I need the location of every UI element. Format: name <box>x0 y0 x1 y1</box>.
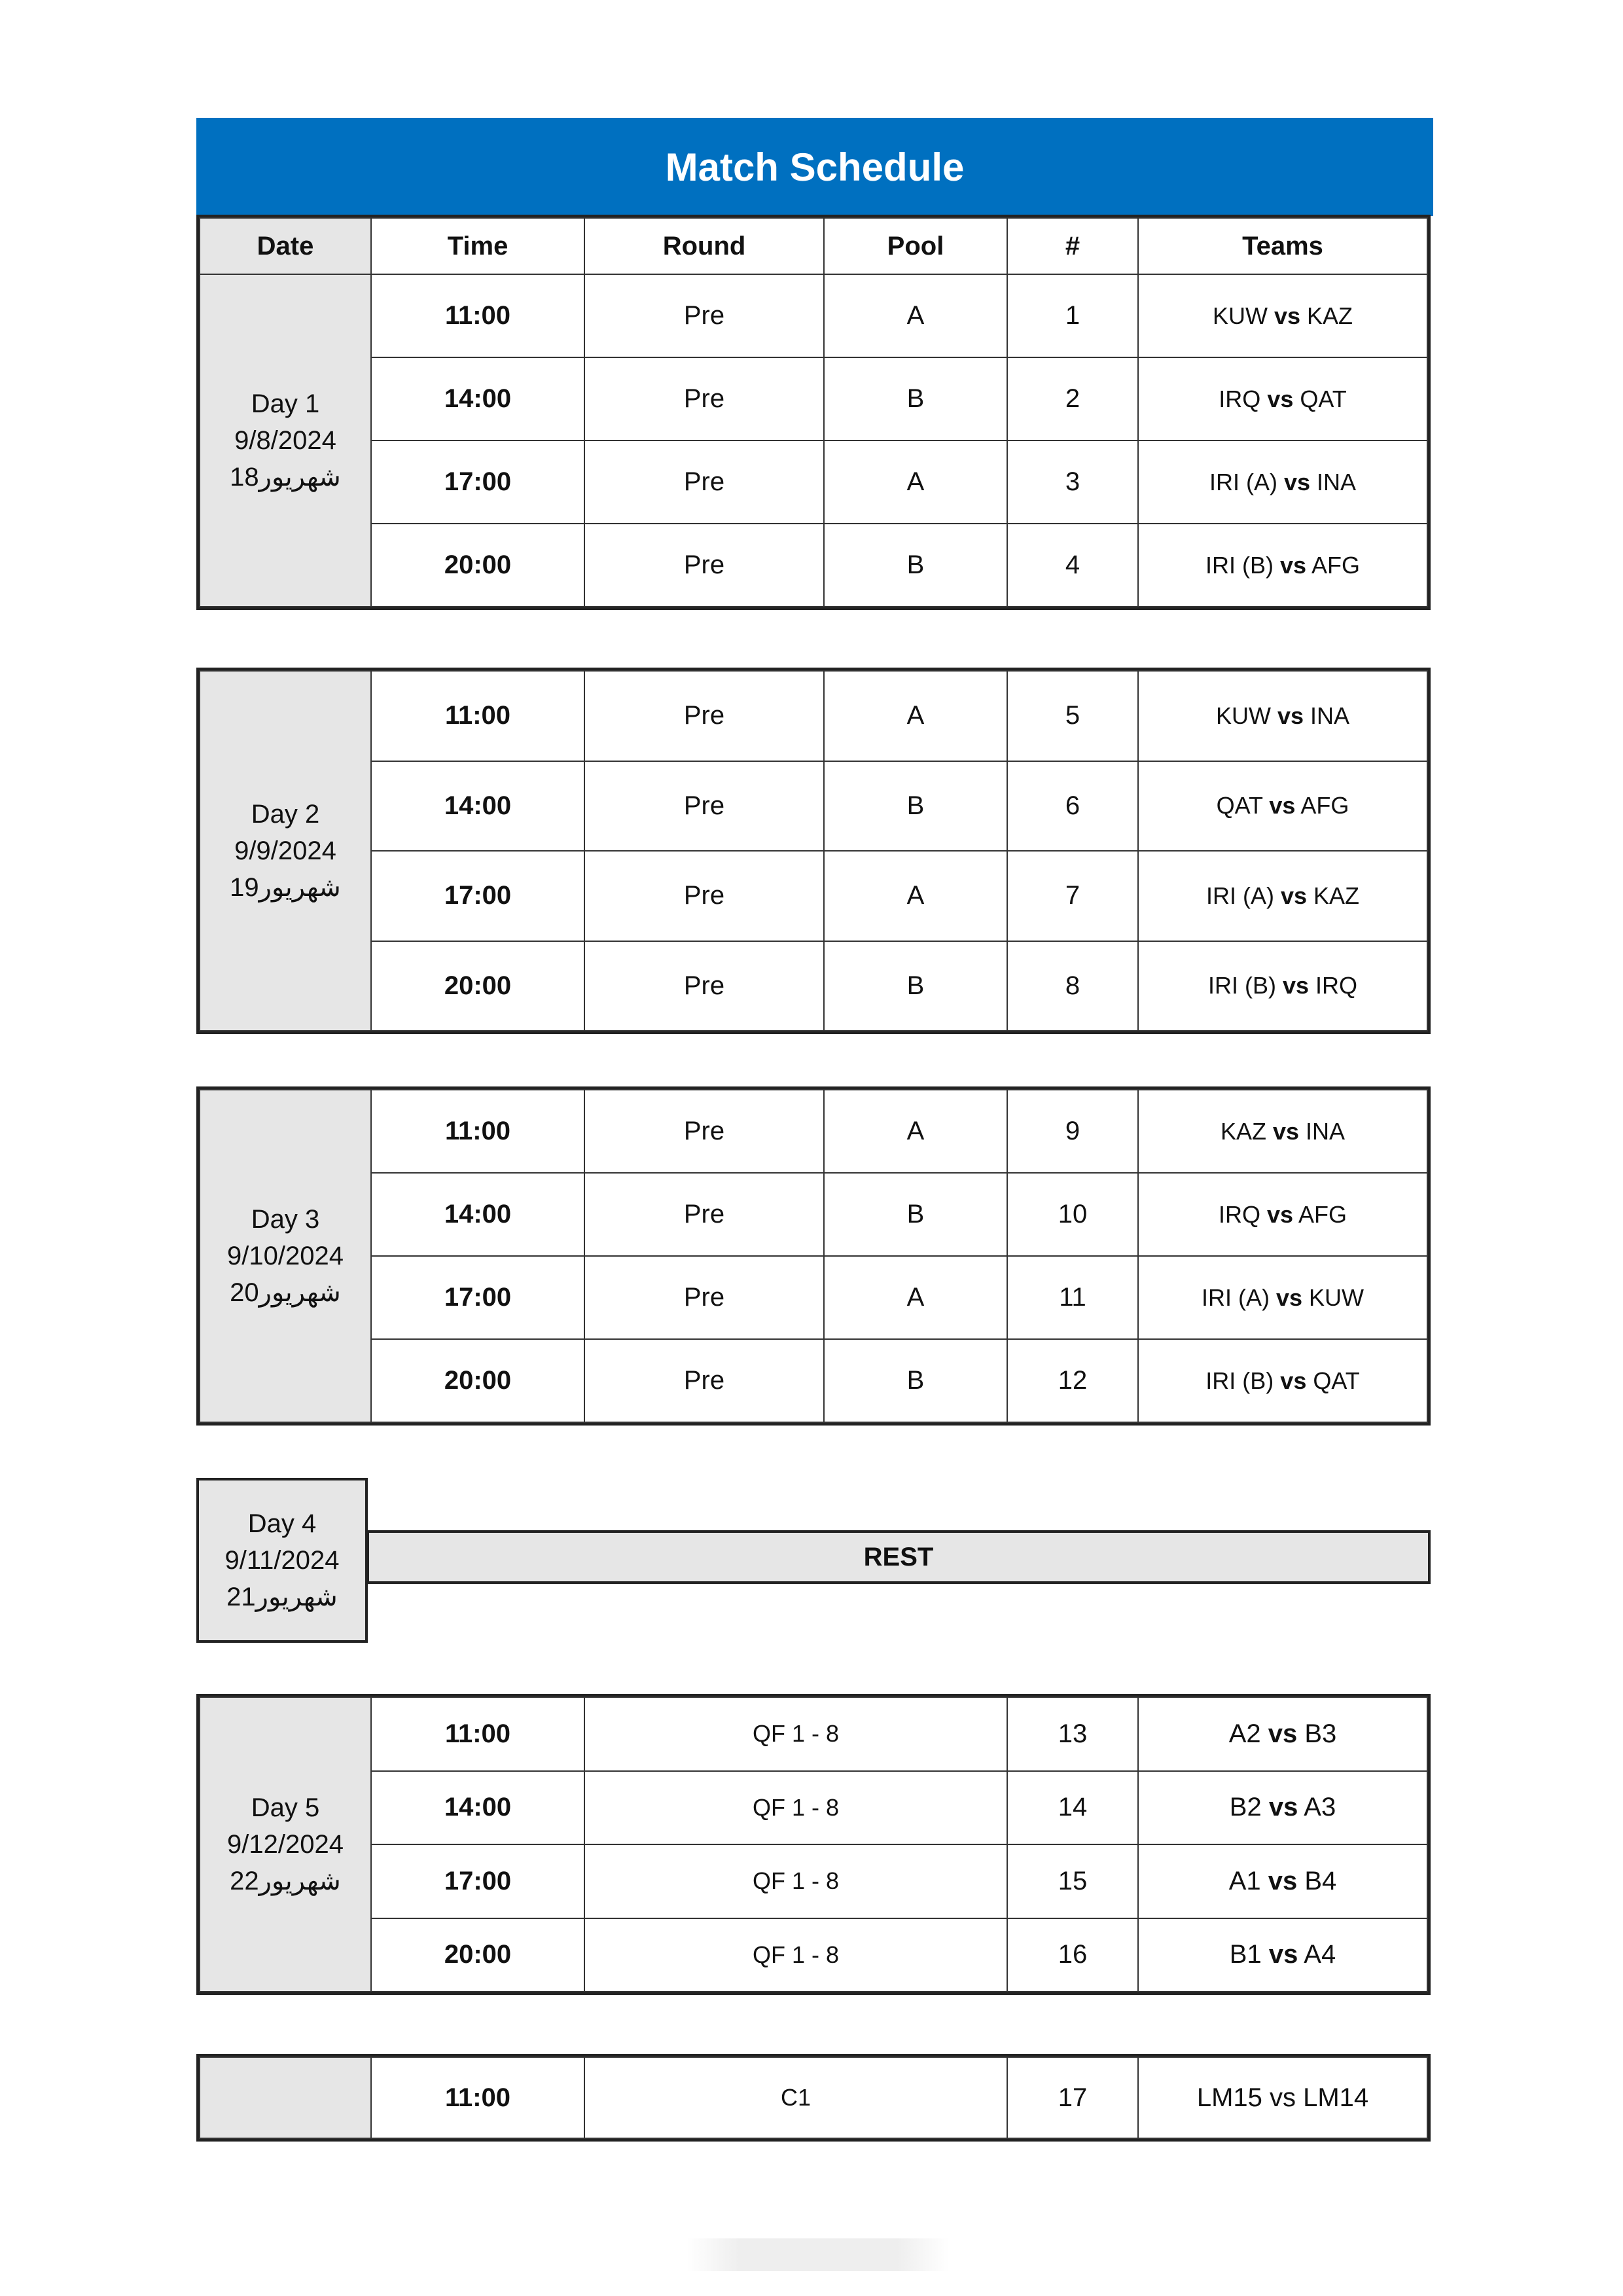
match-round: Pre <box>584 941 824 1031</box>
match-time: 17:00 <box>371 851 584 941</box>
day2-table <box>196 668 1431 1034</box>
match-time: 14:00 <box>371 1173 584 1256</box>
match-time: 17:00 <box>371 1256 584 1339</box>
day-label: Day 2 <box>251 800 320 829</box>
match-teams: B1 vs A4 <box>1138 1918 1427 1992</box>
match-pool: B <box>824 357 1007 440</box>
match-number: 3 <box>1007 440 1138 524</box>
day-date: 9/10/2024 <box>227 1242 344 1270</box>
match-round: Pre <box>584 524 824 607</box>
header-pool: Pool <box>824 218 1007 274</box>
day1-table <box>196 215 1431 610</box>
match-round: QF 1 - 8 <box>584 1918 1007 1992</box>
match-pool: B <box>824 761 1007 852</box>
match-pool: A <box>824 1090 1007 1173</box>
match-round: C1 <box>584 2057 1007 2138</box>
match-number: 5 <box>1007 671 1138 761</box>
match-teams: B2 vs A3 <box>1138 1771 1427 1845</box>
header-round: Round <box>584 218 824 274</box>
date-cell-day4 <box>196 1478 368 1643</box>
match-round: Pre <box>584 1090 824 1173</box>
match-round: Pre <box>584 1173 824 1256</box>
footer-watermark <box>687 2238 949 2271</box>
date-cell-day1 <box>200 274 371 607</box>
match-teams: IRI (A) vs KUW <box>1138 1256 1427 1339</box>
match-time: 14:00 <box>371 761 584 852</box>
day-label: Day 1 <box>251 389 320 418</box>
match-time: 20:00 <box>371 524 584 607</box>
match-number: 17 <box>1007 2057 1138 2138</box>
match-pool: A <box>824 1256 1007 1339</box>
date-cell-day2 <box>200 671 371 1031</box>
match-time: 17:00 <box>371 1844 584 1918</box>
match-pool: A <box>824 440 1007 524</box>
match-time: 14:00 <box>371 357 584 440</box>
match-teams: IRI (B) vs QAT <box>1138 1339 1427 1422</box>
match-time: 20:00 <box>371 1339 584 1422</box>
match-teams: KUW vs INA <box>1138 671 1427 761</box>
day-label: Day 3 <box>251 1205 320 1234</box>
day3-table <box>196 1086 1431 1426</box>
match-number: 16 <box>1007 1918 1138 1992</box>
match-time: 20:00 <box>371 1918 584 1992</box>
date-cell-empty <box>200 2057 371 2138</box>
match-teams: IRI (A) vs KAZ <box>1138 851 1427 941</box>
day-persian-date: 20شهریور <box>230 1278 341 1307</box>
match-teams: KUW vs KAZ <box>1138 274 1427 357</box>
match-round: Pre <box>584 1256 824 1339</box>
match-pool: B <box>824 941 1007 1031</box>
match-time: 20:00 <box>371 941 584 1031</box>
date-cell-day3 <box>200 1090 371 1422</box>
match-number: 14 <box>1007 1771 1138 1845</box>
match-round: QF 1 - 8 <box>584 1771 1007 1845</box>
header-number: # <box>1007 218 1138 274</box>
day-persian-date: 21شهریور <box>226 1583 338 1611</box>
day5-table <box>196 1694 1431 1995</box>
match-number: 6 <box>1007 761 1138 852</box>
header-date: Date <box>200 218 371 274</box>
match-pool: A <box>824 851 1007 941</box>
match-teams: KAZ vs INA <box>1138 1090 1427 1173</box>
match-pool: B <box>824 524 1007 607</box>
rest-bar: REST <box>366 1530 1431 1584</box>
day-date: 9/8/2024 <box>234 426 336 455</box>
match-teams: IRQ vs QAT <box>1138 357 1427 440</box>
match-round: QF 1 - 8 <box>584 1697 1007 1771</box>
match-time: 11:00 <box>371 2057 584 2138</box>
match-number: 9 <box>1007 1090 1138 1173</box>
match-number: 8 <box>1007 941 1138 1031</box>
match-pool: A <box>824 671 1007 761</box>
match-round: Pre <box>584 761 824 852</box>
match-number: 12 <box>1007 1339 1138 1422</box>
date-cell-day5 <box>200 1697 371 1992</box>
day-date: 9/12/2024 <box>227 1830 344 1859</box>
header-time: Time <box>371 218 584 274</box>
match-round: QF 1 - 8 <box>584 1844 1007 1918</box>
match-number: 15 <box>1007 1844 1138 1918</box>
match-number: 10 <box>1007 1173 1138 1256</box>
page-title: Match Schedule <box>196 118 1433 216</box>
match-round: Pre <box>584 671 824 761</box>
match-round: Pre <box>584 274 824 357</box>
match-pool: B <box>824 1339 1007 1422</box>
header-teams: Teams <box>1138 218 1427 274</box>
final-table <box>196 2054 1431 2142</box>
match-time: 11:00 <box>371 274 584 357</box>
day-date: 9/9/2024 <box>234 836 336 865</box>
match-time: 17:00 <box>371 440 584 524</box>
match-round: Pre <box>584 1339 824 1422</box>
match-pool: A <box>824 274 1007 357</box>
match-round: Pre <box>584 440 824 524</box>
match-time: 11:00 <box>371 1090 584 1173</box>
match-time: 14:00 <box>371 1771 584 1845</box>
match-teams: IRI (A) vs INA <box>1138 440 1427 524</box>
match-teams: QAT vs AFG <box>1138 761 1427 852</box>
match-number: 7 <box>1007 851 1138 941</box>
match-number: 11 <box>1007 1256 1138 1339</box>
match-number: 2 <box>1007 357 1138 440</box>
match-round: Pre <box>584 851 824 941</box>
day-persian-date: 19شهریور <box>230 873 341 902</box>
match-pool: B <box>824 1173 1007 1256</box>
match-time: 11:00 <box>371 1697 584 1771</box>
day-persian-date: 22شهریور <box>230 1867 341 1895</box>
match-round: Pre <box>584 357 824 440</box>
match-teams: LM15 vs LM14 <box>1138 2057 1427 2138</box>
match-teams: IRI (B) vs AFG <box>1138 524 1427 607</box>
match-teams: A2 vs B3 <box>1138 1697 1427 1771</box>
match-number: 4 <box>1007 524 1138 607</box>
match-number: 13 <box>1007 1697 1138 1771</box>
match-teams: IRQ vs AFG <box>1138 1173 1427 1256</box>
match-teams: IRI (B) vs IRQ <box>1138 941 1427 1031</box>
day-label: Day 5 <box>251 1793 320 1822</box>
match-time: 11:00 <box>371 671 584 761</box>
day-label: Day 4 <box>247 1509 317 1538</box>
match-teams: A1 vs B4 <box>1138 1844 1427 1918</box>
match-number: 1 <box>1007 274 1138 357</box>
day-persian-date: 18شهریور <box>230 463 341 492</box>
day-date: 9/11/2024 <box>224 1546 340 1575</box>
